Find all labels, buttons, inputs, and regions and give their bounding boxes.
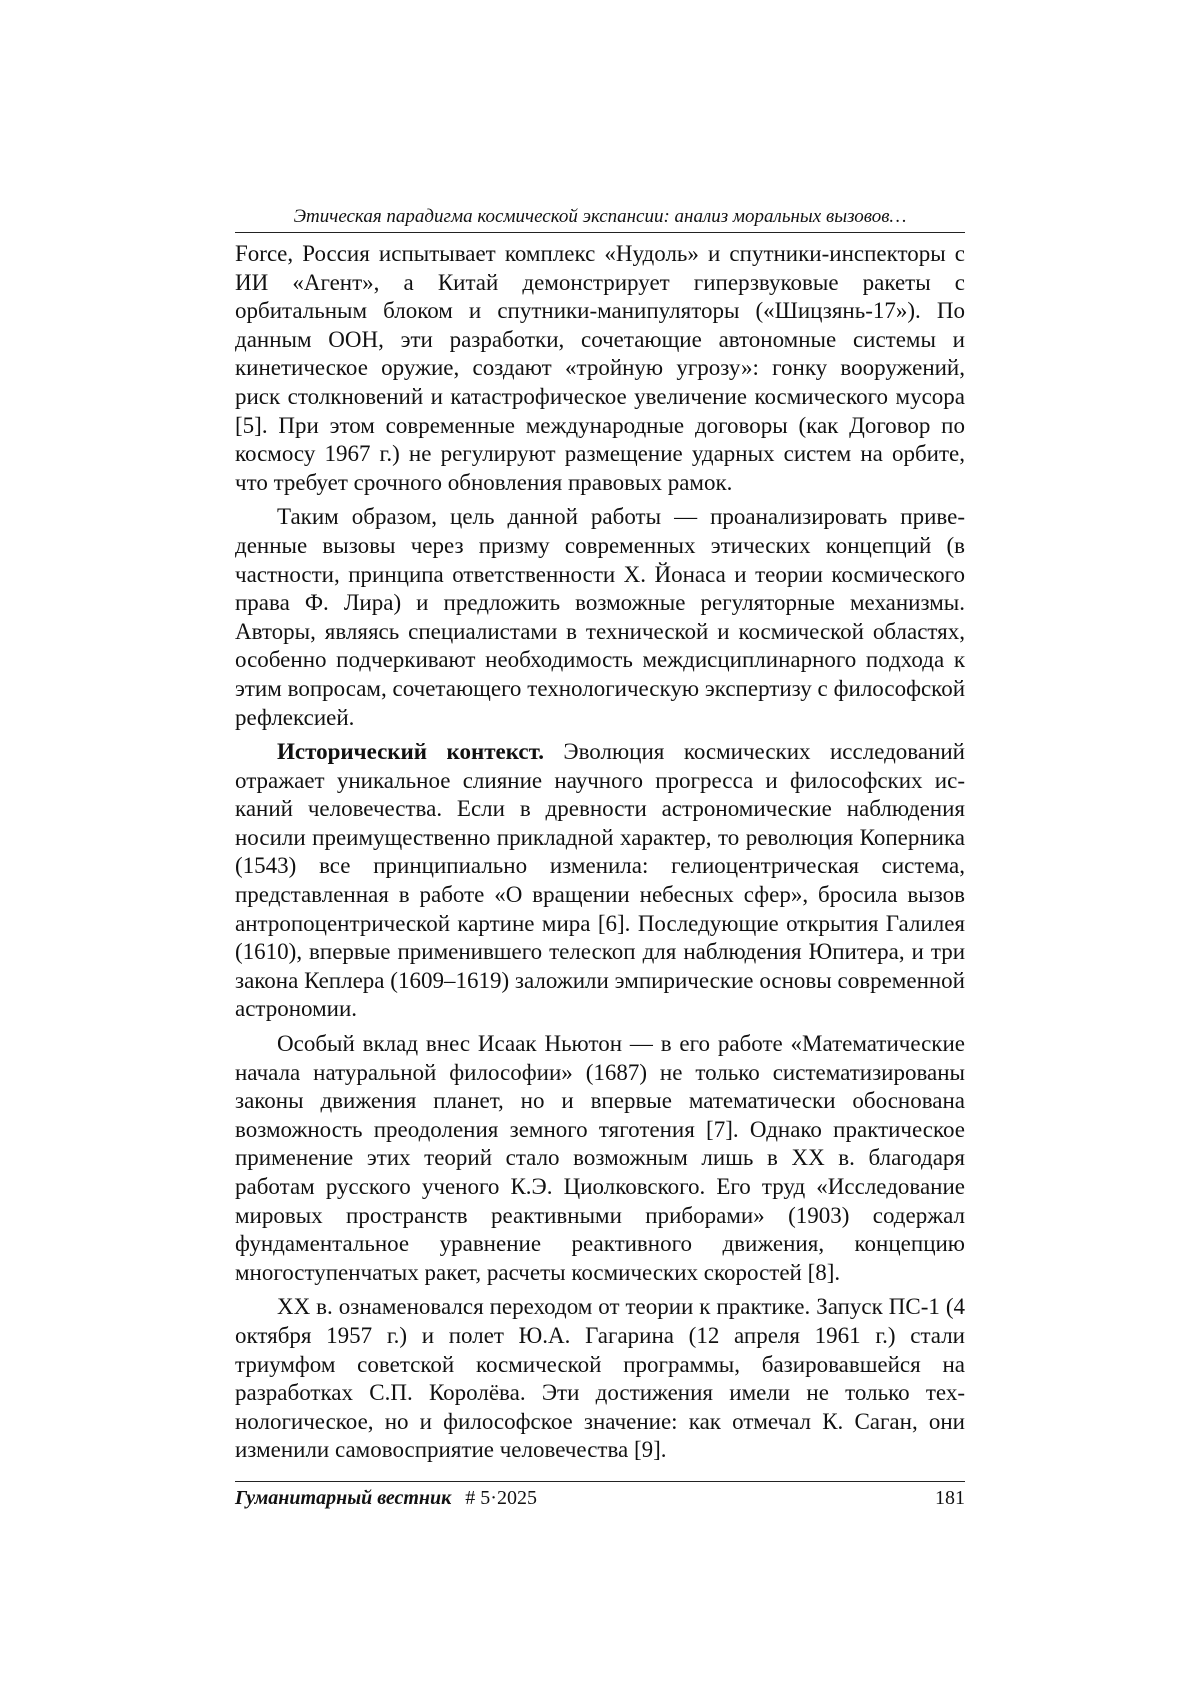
header-rule xyxy=(235,232,965,233)
paragraph-3-text: Эволюция космических исследований отражает уникальное слияние научного прогресса и философских исканий человечества. Если в древности астрономические наблюдения носили преимущественно прикладной характер, то революция Коперника (1543) все принципиально изменила: гелиоцентрическая система, представленная в работе «О вращении небесных сфер», бросила вызов антропоцентрической картине мира [6]. Последующие открытия Галилея (1610), впервые применившего телескоп для наблюдения Юпитера, и три закона Кеплера (1609–1619) заложили эмпирические основы современной астрономии. xyxy=(235,739,965,1022)
paragraph-3 xyxy=(235,738,965,1024)
running-header: Этическая парадигма космической экспансии: анализ моральных вызовов… xyxy=(293,206,907,227)
page-number: 181 xyxy=(935,1487,965,1509)
paragraph-1: Force, Россия испытывает комплекс «Нудоль» и спутники-инспекторы с ИИ «Агент», а Китай демонстрирует гиперзвуковые ракеты с орбитальным блоком и спутники-манипуляторы («Шицзянь-17»). По данным ООН, эти разработки, сочетающие автономные системы и кинетическое оружие, создают «тройную угрозу»: гонку вооружений, риск столкновений и катастрофическое увеличение космического мусора [5]. При этом современные международные договоры (как Договор по космосу 1967 г.) не регулируют размещение ударных систем на орбите, что требует срочного обновления правовых рамок. xyxy=(235,241,965,495)
journal-name: Гуманитарный вестник xyxy=(235,1487,452,1509)
paragraph-2: Таким образом, цель данной работы — проанализировать приведенные вызовы через призму современных этических концепций (в частности, принципа ответственности Х. Йонаса и теории космического права Ф. Лира) и предложить возможные регуляторные механизмы. Авторы, являясь специалистами в технической и космической областях, особенно подчеркивают необходимость междисциплинарного подхода к этим вопросам, сочетающего технологическую экспертизу с философской рефлексией. xyxy=(235,504,965,730)
issue-number: # 5·2025 xyxy=(465,1487,537,1509)
article-body xyxy=(235,240,965,1471)
footer-rule xyxy=(235,1481,965,1482)
paragraph-5: XX в. ознаменовался переходом от теории к практике. Запуск ПС-1 (4 октября 1957 г.) и полет Ю.А. Гагарина (12 апреля 1961 г.) стали триумфом советской космической программы, базировавшейся на разработках С.П. Королёва. Эти достижения имели не только технологическое, но и философское значение: как отмечал К. Саган, они изменили самовосприятие человечества [9]. xyxy=(235,1294,965,1463)
page-footer xyxy=(235,1484,965,1512)
section-heading-historical-context: Исторический контекст. xyxy=(277,739,544,765)
paragraph-4: Особый вклад внес Исаак Ньютон — в его работе «Математические начала натуральной философии» (1687) не только систематизированы законы движения планет, но и впервые математически обоснована возможность преодоления земного тяготения [7]. Однако практическое применение этих теорий стало возможным лишь в XX в. благодаря работам русского ученого К.Э. Циолковского. Его труд «Исследование мировых пространств реактивными приборами» (1903) содержал фундаментальное уравнение реактивного движения, концепцию многоступенчатых ракет, расчеты космических скоростей [8]. xyxy=(235,1031,965,1285)
